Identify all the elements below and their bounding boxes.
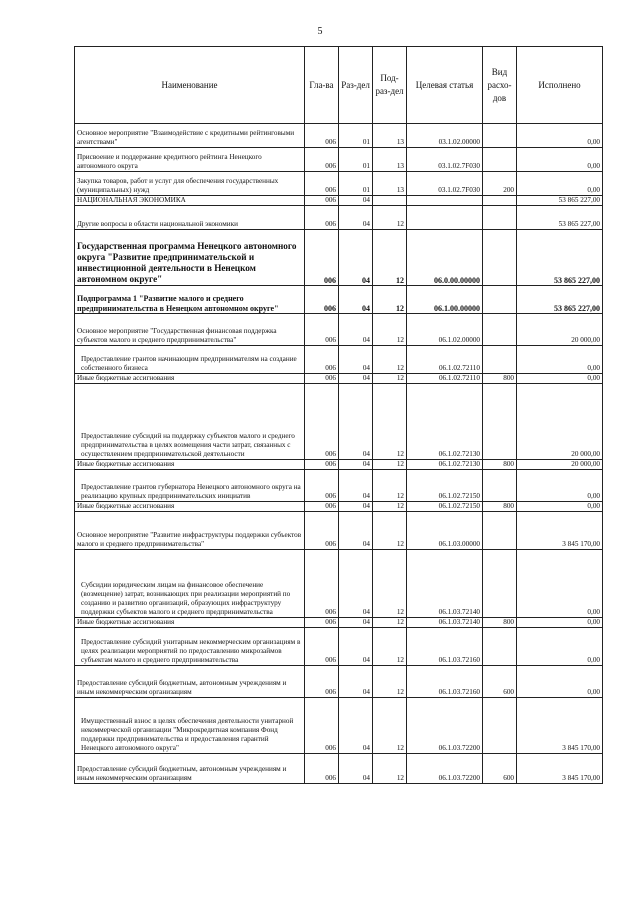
cell-razdel: 04 <box>339 196 373 206</box>
cell-razdel: 04 <box>339 314 373 346</box>
cell-razdel: 04 <box>339 384 373 460</box>
cell-target: 06.1.03.72160 <box>407 628 483 666</box>
cell-glava: 006 <box>305 628 339 666</box>
cell-target: 03.1.02.00000 <box>407 124 483 148</box>
table-row <box>75 628 603 666</box>
table-row <box>75 618 603 628</box>
cell-target: 06.1.03.72200 <box>407 754 483 784</box>
cell-vid <box>483 148 517 172</box>
cell-glava: 006 <box>305 512 339 550</box>
cell-name: Предоставление субсидий бюджетным, автономным учреждениям и иным некоммерческим организациям <box>75 754 305 784</box>
table-row <box>75 460 603 470</box>
table-row <box>75 286 603 314</box>
table-row <box>75 666 603 698</box>
cell-vid: 600 <box>483 666 517 698</box>
table-row <box>75 206 603 230</box>
cell-done: 0,00 <box>517 628 603 666</box>
table-row <box>75 754 603 784</box>
cell-target: 06.1.02.72130 <box>407 460 483 470</box>
cell-done: 53 865 227,00 <box>517 206 603 230</box>
cell-glava: 006 <box>305 196 339 206</box>
cell-target: 06.1.02.72150 <box>407 502 483 512</box>
cell-done: 0,00 <box>517 502 603 512</box>
cell-podrazdel: 12 <box>373 314 407 346</box>
cell-vid: 200 <box>483 172 517 196</box>
cell-glava: 006 <box>305 346 339 374</box>
cell-podrazdel: 12 <box>373 628 407 666</box>
cell-done: 0,00 <box>517 666 603 698</box>
cell-name: Иные бюджетные ассигнования <box>75 502 305 512</box>
expenditure-table <box>74 46 603 784</box>
cell-podrazdel: 12 <box>373 346 407 374</box>
cell-name: Государственная программа Ненецкого автономного округа "Развитие предпринимательской и инвестиционной деятельности в Ненецком автономном округе" <box>75 230 305 286</box>
table-row <box>75 314 603 346</box>
cell-razdel: 01 <box>339 124 373 148</box>
cell-glava: 006 <box>305 286 339 314</box>
cell-target: 06.1.03.72140 <box>407 618 483 628</box>
cell-target: 06.1.02.72110 <box>407 374 483 384</box>
cell-vid <box>483 346 517 374</box>
cell-razdel: 04 <box>339 550 373 618</box>
cell-glava: 006 <box>305 124 339 148</box>
cell-target: 06.1.02.00000 <box>407 314 483 346</box>
cell-target: 06.0.00.00000 <box>407 230 483 286</box>
table-row <box>75 172 603 196</box>
cell-podrazdel: 12 <box>373 230 407 286</box>
cell-razdel: 04 <box>339 286 373 314</box>
cell-vid: 800 <box>483 374 517 384</box>
table-row <box>75 196 603 206</box>
cell-name: Иные бюджетные ассигнования <box>75 460 305 470</box>
table-row <box>75 124 603 148</box>
cell-glava: 006 <box>305 470 339 502</box>
cell-target <box>407 206 483 230</box>
cell-target: 03.1.02.7F030 <box>407 148 483 172</box>
cell-done: 0,00 <box>517 374 603 384</box>
cell-podrazdel: 12 <box>373 550 407 618</box>
cell-podrazdel: 13 <box>373 172 407 196</box>
cell-done: 3 845 170,00 <box>517 512 603 550</box>
cell-done: 53 865 227,00 <box>517 196 603 206</box>
cell-done: 3 845 170,00 <box>517 698 603 754</box>
cell-podrazdel: 13 <box>373 148 407 172</box>
cell-razdel: 04 <box>339 628 373 666</box>
cell-razdel: 04 <box>339 754 373 784</box>
cell-razdel: 04 <box>339 460 373 470</box>
cell-razdel: 04 <box>339 230 373 286</box>
cell-podrazdel: 12 <box>373 754 407 784</box>
cell-done: 0,00 <box>517 470 603 502</box>
cell-name: Основное мероприятие "Взаимодействие с кредитными рейтинговыми агентствами" <box>75 124 305 148</box>
cell-done: 20 000,00 <box>517 314 603 346</box>
cell-glava: 006 <box>305 754 339 784</box>
cell-vid <box>483 230 517 286</box>
cell-podrazdel: 12 <box>373 502 407 512</box>
cell-name: Субсидии юридическим лицам на финансовое обеспечение (возмещение) затрат, возникающих при реализации мероприятий по созданию и развитию организаций, образующих инфраструктуру поддержки субъектов малого и среднего предпринимательства <box>75 550 305 618</box>
cell-vid <box>483 196 517 206</box>
cell-name: Присвоение и поддержание кредитного рейтинга Ненецкого автономного округа <box>75 148 305 172</box>
header-done: Исполнено <box>517 47 603 124</box>
cell-name: Предоставление субсидий бюджетным, автономным учреждениям и иным некоммерческим организациям <box>75 666 305 698</box>
cell-vid <box>483 628 517 666</box>
cell-target: 06.1.03.00000 <box>407 512 483 550</box>
cell-razdel: 01 <box>339 172 373 196</box>
cell-glava: 006 <box>305 550 339 618</box>
cell-glava: 006 <box>305 460 339 470</box>
cell-razdel: 04 <box>339 374 373 384</box>
cell-done: 20 000,00 <box>517 460 603 470</box>
cell-razdel: 04 <box>339 470 373 502</box>
table-row <box>75 512 603 550</box>
cell-podrazdel: 12 <box>373 618 407 628</box>
cell-target: 06.1.02.72110 <box>407 346 483 374</box>
cell-target: 06.1.03.72140 <box>407 550 483 618</box>
cell-vid <box>483 124 517 148</box>
cell-vid <box>483 470 517 502</box>
cell-target: 06.1.03.72200 <box>407 698 483 754</box>
cell-name: Основное мероприятие "Государственная финансовая поддержка субъектов малого и среднего предпринимательства" <box>75 314 305 346</box>
cell-glava: 006 <box>305 666 339 698</box>
cell-glava: 006 <box>305 502 339 512</box>
table-row <box>75 230 603 286</box>
cell-glava: 006 <box>305 384 339 460</box>
cell-podrazdel: 12 <box>373 206 407 230</box>
cell-razdel: 01 <box>339 148 373 172</box>
cell-glava: 006 <box>305 314 339 346</box>
cell-vid <box>483 206 517 230</box>
cell-podrazdel: 12 <box>373 286 407 314</box>
cell-razdel: 04 <box>339 346 373 374</box>
cell-name: Имущественный взнос в целях обеспечения деятельности унитарной некоммерческой организации "Микрокредитная компания Фонд поддержки предпринимательства и предоставления гарантий Ненецкого автономного округа" <box>75 698 305 754</box>
cell-razdel: 04 <box>339 618 373 628</box>
cell-vid <box>483 314 517 346</box>
cell-target: 06.1.03.72160 <box>407 666 483 698</box>
header-glava: Гла-ва <box>305 47 339 124</box>
table-row <box>75 698 603 754</box>
table-row <box>75 550 603 618</box>
cell-podrazdel: 12 <box>373 460 407 470</box>
cell-podrazdel: 12 <box>373 470 407 502</box>
cell-podrazdel: 12 <box>373 512 407 550</box>
cell-name: Иные бюджетные ассигнования <box>75 618 305 628</box>
table-row <box>75 346 603 374</box>
cell-podrazdel <box>373 196 407 206</box>
header-podrazdel: Под-раз-дел <box>373 47 407 124</box>
cell-name: Закупка товаров, работ и услуг для обеспечения государственных (муниципальных) нужд <box>75 172 305 196</box>
header-target: Целевая статья <box>407 47 483 124</box>
cell-done: 0,00 <box>517 618 603 628</box>
cell-done: 53 865 227,00 <box>517 230 603 286</box>
cell-vid <box>483 698 517 754</box>
cell-name: Предоставление субсидий унитарным некоммерческим организациям в целях реализации мероприятий по предоставлению микрозаймов субъектам малого и среднего предпринимательства <box>75 628 305 666</box>
table-row <box>75 470 603 502</box>
cell-podrazdel: 13 <box>373 124 407 148</box>
cell-vid <box>483 384 517 460</box>
cell-name: Предоставление грантов начинающим предпринимателям на создание собственного бизнеса <box>75 346 305 374</box>
cell-glava: 006 <box>305 148 339 172</box>
cell-name: Подпрограмма 1 "Развитие малого и среднего предпринимательства в Ненецком автономном округе" <box>75 286 305 314</box>
cell-done: 53 865 227,00 <box>517 286 603 314</box>
page-number: 5 <box>317 26 323 37</box>
cell-name: Другие вопросы в области национальной экономики <box>75 206 305 230</box>
cell-done: 0,00 <box>517 346 603 374</box>
cell-razdel: 04 <box>339 502 373 512</box>
cell-done: 0,00 <box>517 124 603 148</box>
cell-done: 3 845 170,00 <box>517 754 603 784</box>
cell-podrazdel: 12 <box>373 374 407 384</box>
cell-target: 06.1.02.72150 <box>407 470 483 502</box>
cell-razdel: 04 <box>339 666 373 698</box>
header-name: Наименование <box>75 47 305 124</box>
cell-done: 0,00 <box>517 172 603 196</box>
header-razdel: Раз-дел <box>339 47 373 124</box>
table-row <box>75 148 603 172</box>
header-vid: Вид расхо-дов <box>483 47 517 124</box>
cell-done: 0,00 <box>517 550 603 618</box>
cell-vid <box>483 286 517 314</box>
cell-name: НАЦИОНАЛЬНАЯ ЭКОНОМИКА <box>75 196 305 206</box>
cell-target: 06.1.00.00000 <box>407 286 483 314</box>
cell-vid: 600 <box>483 754 517 784</box>
cell-vid: 800 <box>483 502 517 512</box>
cell-name: Предоставление субсидий на поддержку субъектов малого и среднего предпринимательства в целях возмещения части затрат, связанных с осуществлением предпринимательской деятельности <box>75 384 305 460</box>
cell-razdel: 04 <box>339 698 373 754</box>
cell-vid <box>483 550 517 618</box>
cell-razdel: 04 <box>339 206 373 230</box>
cell-glava: 006 <box>305 172 339 196</box>
table-row <box>75 384 603 460</box>
cell-razdel: 04 <box>339 512 373 550</box>
cell-glava: 006 <box>305 206 339 230</box>
cell-podrazdel: 12 <box>373 666 407 698</box>
table-header-row <box>75 47 603 124</box>
cell-glava: 006 <box>305 230 339 286</box>
table-row <box>75 502 603 512</box>
cell-target: 03.1.02.7F030 <box>407 172 483 196</box>
cell-podrazdel: 12 <box>373 698 407 754</box>
cell-vid: 800 <box>483 618 517 628</box>
cell-glava: 006 <box>305 698 339 754</box>
cell-name: Предоставление грантов губернатора Ненецкого автономного округа на реализацию крупных предпринимательских инициатив <box>75 470 305 502</box>
cell-target <box>407 196 483 206</box>
cell-name: Основное мероприятие "Развитие инфраструктуры поддержки субъектов малого и среднего предпринимательства" <box>75 512 305 550</box>
table-row <box>75 374 603 384</box>
cell-glava: 006 <box>305 374 339 384</box>
cell-glava: 006 <box>305 618 339 628</box>
cell-vid <box>483 512 517 550</box>
cell-done: 0,00 <box>517 148 603 172</box>
cell-target: 06.1.02.72130 <box>407 384 483 460</box>
cell-vid: 800 <box>483 460 517 470</box>
cell-podrazdel: 12 <box>373 384 407 460</box>
cell-done: 20 000,00 <box>517 384 603 460</box>
cell-name: Иные бюджетные ассигнования <box>75 374 305 384</box>
